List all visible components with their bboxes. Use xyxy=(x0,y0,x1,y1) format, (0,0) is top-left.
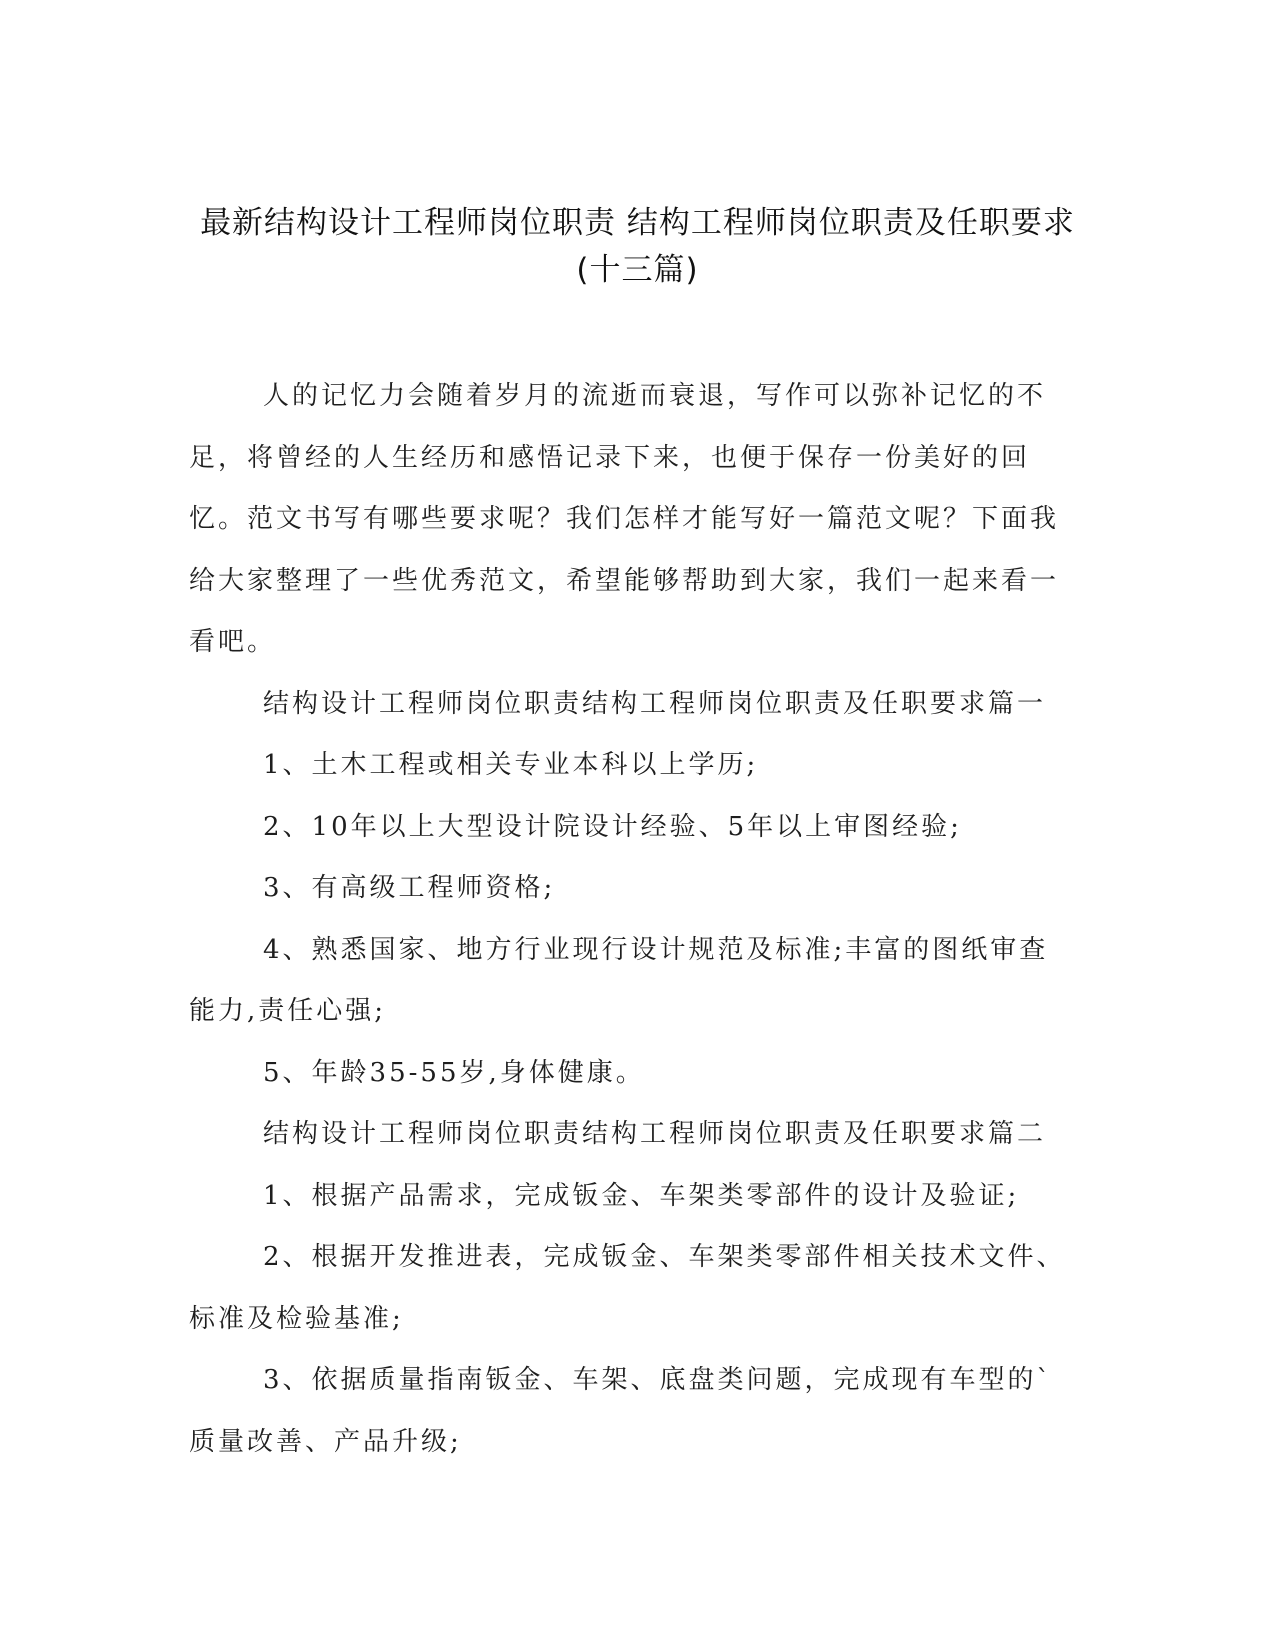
list-item: 3、依据质量指南钣金、车架、底盘类问题，完成现有车型的`质量改善、产品升级; xyxy=(189,1365,1053,1457)
list-item: 2、根据开发推进表，完成钣金、车架类零部件相关技术文件、标准及检验基准; xyxy=(189,1242,1066,1334)
list-item: 2、10年以上大型设计院设计经验、5年以上审图经验; xyxy=(263,811,962,842)
list-item: 4、熟悉国家、地方行业现行设计规范及标准;丰富的图纸审查能力,责任心强; xyxy=(189,934,1049,1026)
list-item: 3、有高级工程师资格; xyxy=(263,873,556,903)
list-item: 5、年龄35-55岁,身体健康。 xyxy=(263,1057,645,1088)
list-item: 1、根据产品需求，完成钣金、车架类零部件的设计及验证; xyxy=(263,1180,1020,1211)
document-title: 最新结构设计工程师岗位职责 结构工程师岗位职责及任职要求(十三篇) xyxy=(200,205,1075,288)
section-heading-1: 结构设计工程师岗位职责结构工程师岗位职责及任职要求篇一 xyxy=(263,688,1047,719)
section-heading-2: 结构设计工程师岗位职责结构工程师岗位职责及任职要求篇二 xyxy=(263,1119,1047,1149)
document-body xyxy=(189,366,1074,1473)
intro-paragraph: 人的记忆力会随着岁月的流逝而衰退，写作可以弥补记忆的不足，将曾经的人生经历和感悟记录下来，也便于保存一份美好的回忆。范文书写有哪些要求呢？我们怎样才能写好一篇范文呢？下面我给大家整理了一些优秀范文，希望能够帮助到大家，我们一起来看一看吧。 xyxy=(189,381,1060,657)
list-item: 1、土木工程或相关专业本科以上学历; xyxy=(263,750,759,780)
